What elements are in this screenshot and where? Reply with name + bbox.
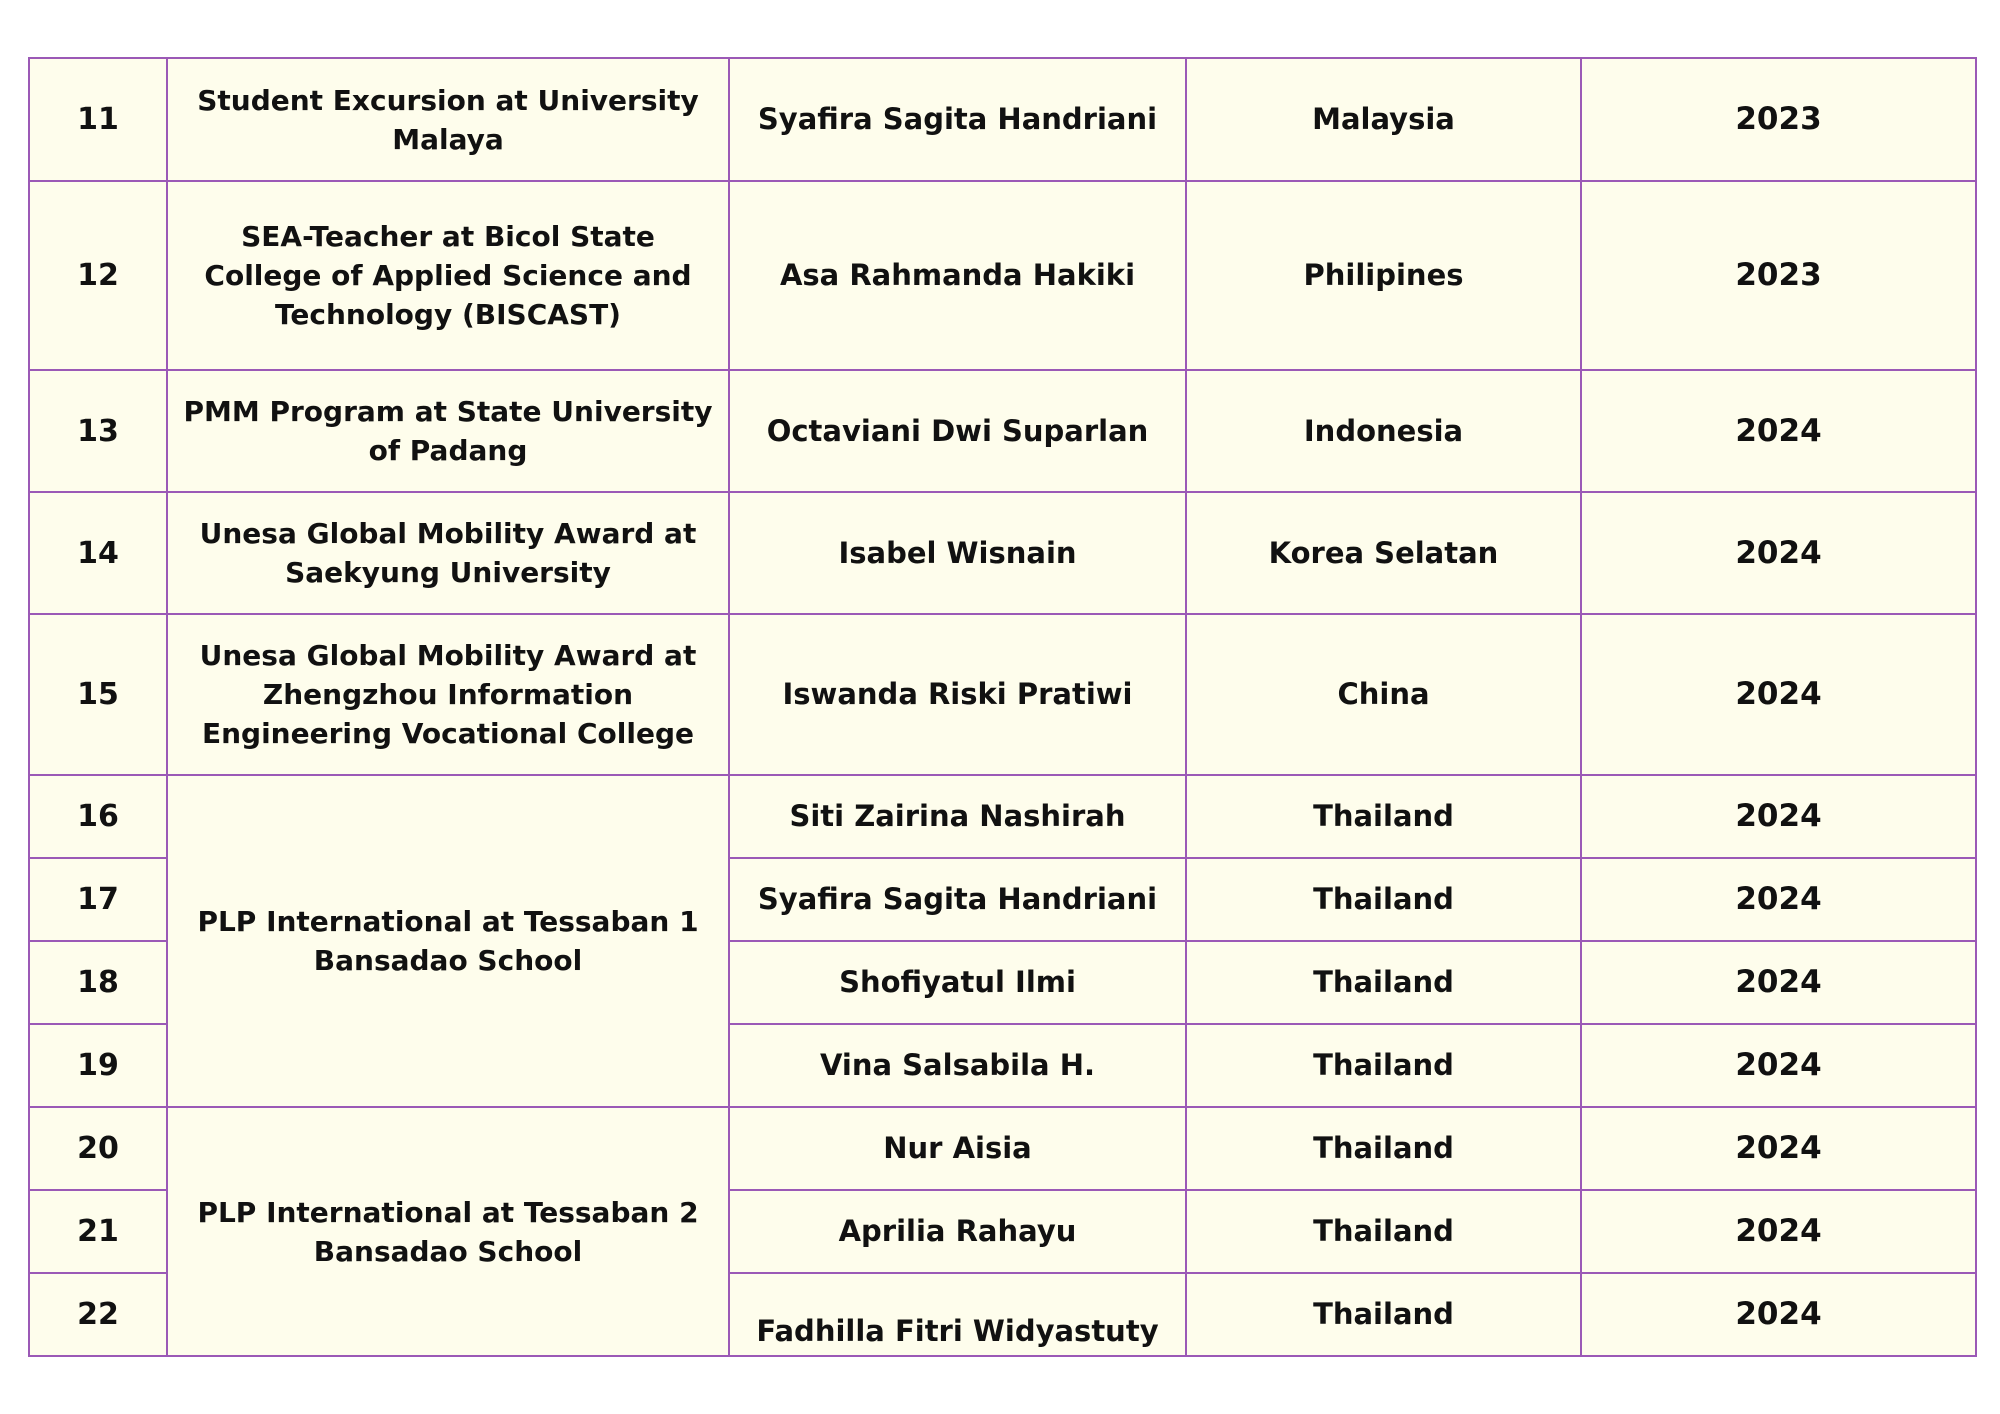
student-name-cell: Aprilia Rahayu <box>729 1190 1186 1273</box>
table-row <box>29 58 1976 181</box>
student-name-cell: Isabel Wisnain <box>729 492 1186 614</box>
country-cell: Thailand <box>1186 775 1581 858</box>
program-table <box>28 57 1977 1357</box>
country-cell: Thailand <box>1186 1190 1581 1273</box>
student-name-cell: Octaviani Dwi Suparlan <box>729 370 1186 492</box>
year-cell: 2023 <box>1581 58 1976 181</box>
country-cell: Indonesia <box>1186 370 1581 492</box>
table-row <box>29 492 1976 614</box>
program-cell: Student Excursion at University Malaya <box>167 58 729 181</box>
country-cell: Thailand <box>1186 941 1581 1024</box>
program-table-container <box>28 57 1975 1357</box>
row-number: 17 <box>29 858 167 941</box>
student-name-cell: Vina Salsabila H. <box>729 1024 1186 1107</box>
student-name-cell: Fadhilla Fitri Widyastuty <box>729 1273 1186 1356</box>
country-cell: Malaysia <box>1186 58 1581 181</box>
year-cell: 2023 <box>1581 181 1976 370</box>
row-number: 22 <box>29 1273 167 1356</box>
student-name-cell: Nur Aisia <box>729 1107 1186 1190</box>
student-name-cell: Asa Rahmanda Hakiki <box>729 181 1186 370</box>
country-cell: Philipines <box>1186 181 1581 370</box>
program-cell: PLP International at Tessaban 1 Bansadao School <box>167 775 729 1107</box>
table-row <box>29 1107 1976 1190</box>
country-cell: Korea Selatan <box>1186 492 1581 614</box>
program-cell: SEA-Teacher at Bicol State College of Applied Science and Technology (BISCAST) <box>167 181 729 370</box>
year-cell: 2024 <box>1581 614 1976 775</box>
row-number: 21 <box>29 1190 167 1273</box>
country-cell: Thailand <box>1186 858 1581 941</box>
row-number: 14 <box>29 492 167 614</box>
student-name-cell: Siti Zairina Nashirah <box>729 775 1186 858</box>
row-number: 18 <box>29 941 167 1024</box>
row-number: 19 <box>29 1024 167 1107</box>
row-number: 16 <box>29 775 167 858</box>
year-cell: 2024 <box>1581 1024 1976 1107</box>
year-cell: 2024 <box>1581 1107 1976 1190</box>
year-cell: 2024 <box>1581 941 1976 1024</box>
student-name-cell: Shofiyatul Ilmi <box>729 941 1186 1024</box>
table-row <box>29 614 1976 775</box>
year-cell: 2024 <box>1581 1273 1976 1356</box>
year-cell: 2024 <box>1581 775 1976 858</box>
year-cell: 2024 <box>1581 370 1976 492</box>
student-name-cell: Iswanda Riski Pratiwi <box>729 614 1186 775</box>
row-number: 12 <box>29 181 167 370</box>
row-number: 20 <box>29 1107 167 1190</box>
row-number: 13 <box>29 370 167 492</box>
table-row <box>29 181 1976 370</box>
country-cell: Thailand <box>1186 1024 1581 1107</box>
year-cell: 2024 <box>1581 1190 1976 1273</box>
table-row <box>29 775 1976 858</box>
country-cell: China <box>1186 614 1581 775</box>
row-number: 15 <box>29 614 167 775</box>
year-cell: 2024 <box>1581 492 1976 614</box>
country-cell: Thailand <box>1186 1273 1581 1356</box>
program-cell: Unesa Global Mobility Award at Zhengzhou Information Engineering Vocational College <box>167 614 729 775</box>
country-cell: Thailand <box>1186 1107 1581 1190</box>
year-cell: 2024 <box>1581 858 1976 941</box>
program-cell: PMM Program at State University of Padang <box>167 370 729 492</box>
table-row <box>29 370 1976 492</box>
student-name-cell: Syafira Sagita Handriani <box>729 58 1186 181</box>
program-cell: Unesa Global Mobility Award at Saekyung University <box>167 492 729 614</box>
student-name-cell: Syafira Sagita Handriani <box>729 858 1186 941</box>
program-cell: PLP International at Tessaban 2 Bansadao School <box>167 1107 729 1356</box>
row-number: 11 <box>29 58 167 181</box>
